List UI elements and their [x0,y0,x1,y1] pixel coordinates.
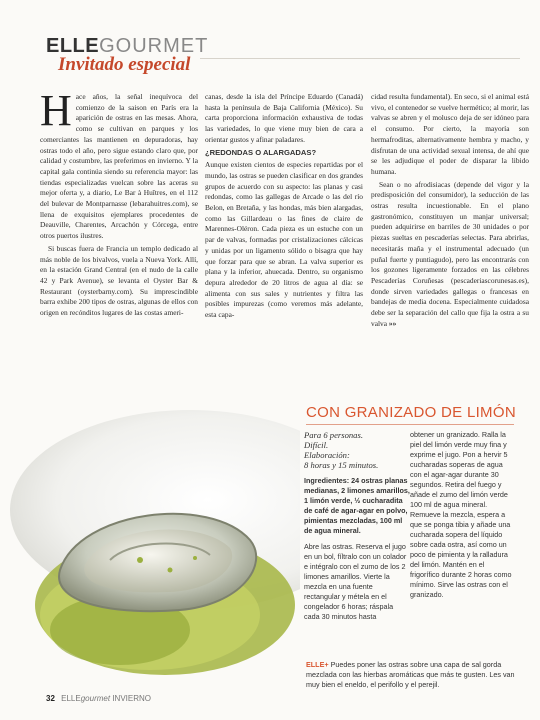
recipe-steps: obtener un granizado. Ralla la piel del limón verde muy fina y exprime el jugo. Pon a hervir 5 cucharadas soperas de agua con el agar-agar durante 30 segundos. Retira del fuego y añade el zumo del limón verde 100 ml de agua mineral. Remueve la mezcla, espera a que se ponga tibia y añade una cucharada sopera del líquido sobre cada ostra, así como un poco de pimienta y la ralladura del limón. Mantén en el frigorífico durante 2 horas como mínimo. Sirve las ostras con el granizado. [410,430,512,599]
page-footer: 32 ELLEgourmet INVIERNO [46,694,151,703]
magazine-header [46,36,208,76]
recipe-ingredients: Ingredientes: 24 ostras planas medianas, 2 limones amarillos, 1 limón verde, ½ cucharadita de café de agar-agar en polvo, pimientas mezcladas, 100 ml de agua mineral. [304,476,410,535]
article-column-1 [40,86,198,321]
dropcap: H [40,86,72,135]
section-title: Invitado especial [58,54,191,75]
article-paragraph: Si buscas fuera de Francia un templo dedicado al más noble de los bivalvos, vuela a Nueva York. Allí, en la estación Grand Central (en el nudo de la calle 42 y Park Avenue), se levanta el Oyster Bar & Restaurant (oysterbarny.com). Su imprescindible barra exhibe 200 tipos de ostras, algunas de ellos con origen en recónditos lugares de las costas ameri- [40,243,198,318]
article-paragraph: Aunque existen cientos de especies repartidas por el mundo, las ostras se pueden clasificar en dos grandes grupos de acuerdo con su aspecto: las planas y casi redondas, como las gallegas de Arcade o las del río Belon, en Bretaña, y las hondas, más bien alargadas, como las Gillardeau o las fines de claire de Marennes-Oléron. Cada pieza es un estuche con un par de valvas, formadas por cristalizaciones cálcicas y unidas por un ligamento sólido o bisagra que hay que forzar para que se abran. La valva superior es plana y la inferior, ahuecada. Dentro, su organismo depura alrededor de 20 litros de agua al día: se alimenta con sus sales y nutrientes y filtra las posibles impurezas (como veremos más adelante, esta capa- [205,160,363,320]
recipe-column-1 [304,430,410,628]
recipe-column-2 [410,430,514,606]
article-column-3 [371,92,529,331]
article-paragraph: Hace años, la señal inequívoca del comienzo de la saison en París era la aparición de ostras en las mesas. Ahora, como se cultivan en parques y los comerciantes las mantienen en depuradoras, hay ostras todo el año, pero sigue estando claro que, por calidad y costumbre, las preferimos en invierno. Y la capital gala continúa siendo su referencia mayor: las tiendas especializadas vuelcan sobre las aceras su mejor oferta y, a diario, Le Bar à Huîtres, en el 112 del bulevar de Montparnasse (lebarahuitres.com), se llena de exquisitos ejemplares procedentes de Deauville, Charentes, Arcachón y Córcega, entre otros puertos ilustres. [40,86,198,241]
oyster-illustration [0,400,300,690]
recipe-tip: ELLE+ Puedes poner las ostras sobre una capa de sal gorda mezclada con las hierbas aromáticas que más te gusten. Les van muy bien el eneldo, el perifollo y el perejil. [306,660,515,689]
page-number: 32 [46,694,55,703]
article-paragraph: canas, desde la isla del Príncipe Eduardo (Canadá) hasta la península de Baja California (México). Su carta proporciona información exhaustiva de todas las variedades, lo que viene muy bien de cara a orientar gustos y afinar paladares. [205,92,363,144]
article-column-2 [205,92,363,323]
oyster-photo [0,400,300,690]
subheading: ¿REDONDAS O ALARGADAS? [205,147,317,157]
header-rule [200,58,520,59]
recipe-title: CON GRANIZADO DE LIMÓN [306,404,516,421]
recipe-rule [306,424,514,425]
recipe-meta: Para 6 personas. Difícil. Elaboración: 8 horas y 15 minutos. [304,430,379,470]
article-paragraph: Sean o no afrodisiacas (depende del vigor y la predisposición del consumidor), la seducción de las ostras resulta incuestionable. En el plano gastronómico, constituyen un manjar universal; pueden adquirirse en barriles de 30 unidades o por piezas sueltas en pescaderías selectas. Para abrirlas, necesitarás maña y el instrumental adecuado (un puñal fuerte y puntiagudo), pero las encontrarás con los gozones ligeramente forzados en las célebres Pescaderías Coruñesas (pescaderiascorunesas.es), donde sirven variedades gallegas o francesas en bandejas de media docena. Especialmente cuidadosa debe ser la separación del callo que fija la ostra a su valva »» [371,179,529,328]
recipe-steps: Abre las ostras. Reserva el jugo en un bol, fíltralo con un colador e intégralo con el zumo de los 2 limones amarillos. Vierte la mezcla en una fuente rectangular y métela en el congelador 6 horas; ráspala cada 30 minutos hasta [304,542,407,621]
brand-logo: ELLEGOURMET [46,35,209,57]
article-paragraph: cidad resulta fundamental). En seco, si el animal está vivo, el contenedor se vuelve hermético; al morir, las valvas se abren y el molusco deja de ser idóneo para el consumo. Por cierto, la mayoría son hermafroditas, alternativamente hembra y macho, y disfrutan de una actividad sexual intensa, de ahí que se les adjudique el poder de disparar la libido humana. [371,92,529,176]
tip-label: ELLE+ [306,660,329,669]
continue-arrows: »» [388,318,397,328]
